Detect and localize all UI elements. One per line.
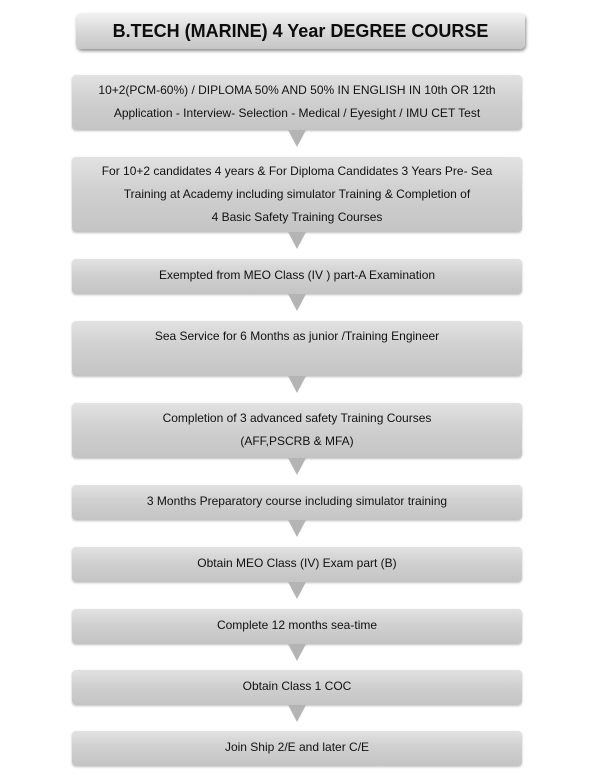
step-text-line: Obtain MEO Class (IV) Exam part (B) <box>197 556 397 570</box>
step-text-line: Complete 12 months sea-time <box>216 618 378 632</box>
step-sea-time <box>72 609 522 644</box>
step-advanced-safety <box>72 403 522 458</box>
step-text-line: Application - Interview- Selection - Medical / Eyesight / IMU CET Test <box>113 106 481 120</box>
step-class-1-coc <box>72 670 522 705</box>
step-preparatory-course <box>72 485 522 520</box>
step-text-line: 10+2(PCM-60%) / DIPLOMA 50% AND 50% IN ENGLISH IN 10th OR 12th <box>98 83 496 97</box>
step-text-line: 3 Months Preparatory course including simulator training <box>146 494 448 508</box>
step-eligibility <box>72 75 522 130</box>
step-sea-service <box>72 321 522 376</box>
flow-arrow <box>288 376 306 393</box>
step-meo-exam-b <box>72 547 522 582</box>
flow-arrow <box>288 232 306 249</box>
flow-arrow <box>288 130 306 147</box>
step-text-line: (AFF,PSCRB & MFA) <box>240 434 354 448</box>
flow-arrow <box>288 644 306 661</box>
step-text-line: Exempted from MEO Class (IV ) part-A Examination <box>158 268 436 282</box>
step-join-ship <box>72 731 522 766</box>
step-text-line: For 10+2 candidates 4 years & For Diploma Candidates 3 Years Pre- Sea <box>101 164 493 178</box>
flow-arrow <box>288 582 306 599</box>
flow-arrow <box>288 458 306 475</box>
step-text-line: Join Ship 2/E and later C/E <box>224 740 370 754</box>
step-pre-sea-training <box>72 157 522 232</box>
step-text-line: Obtain Class 1 COC <box>242 679 352 693</box>
step-exemption <box>72 259 522 294</box>
step-text-line: Sea Service for 6 Months as junior /Training Engineer <box>154 329 440 343</box>
step-text-line: Training at Academy including simulator Training & Completion of <box>123 187 471 201</box>
flowchart-title: B.TECH (MARINE) 4 Year DEGREE COURSE <box>76 13 525 49</box>
flow-arrow <box>288 520 306 537</box>
step-text-line: Completion of 3 advanced safety Training Courses <box>162 411 432 425</box>
flow-arrow <box>288 294 306 311</box>
flow-arrow <box>288 705 306 722</box>
step-text-line: 4 Basic Safety Training Courses <box>211 210 383 224</box>
